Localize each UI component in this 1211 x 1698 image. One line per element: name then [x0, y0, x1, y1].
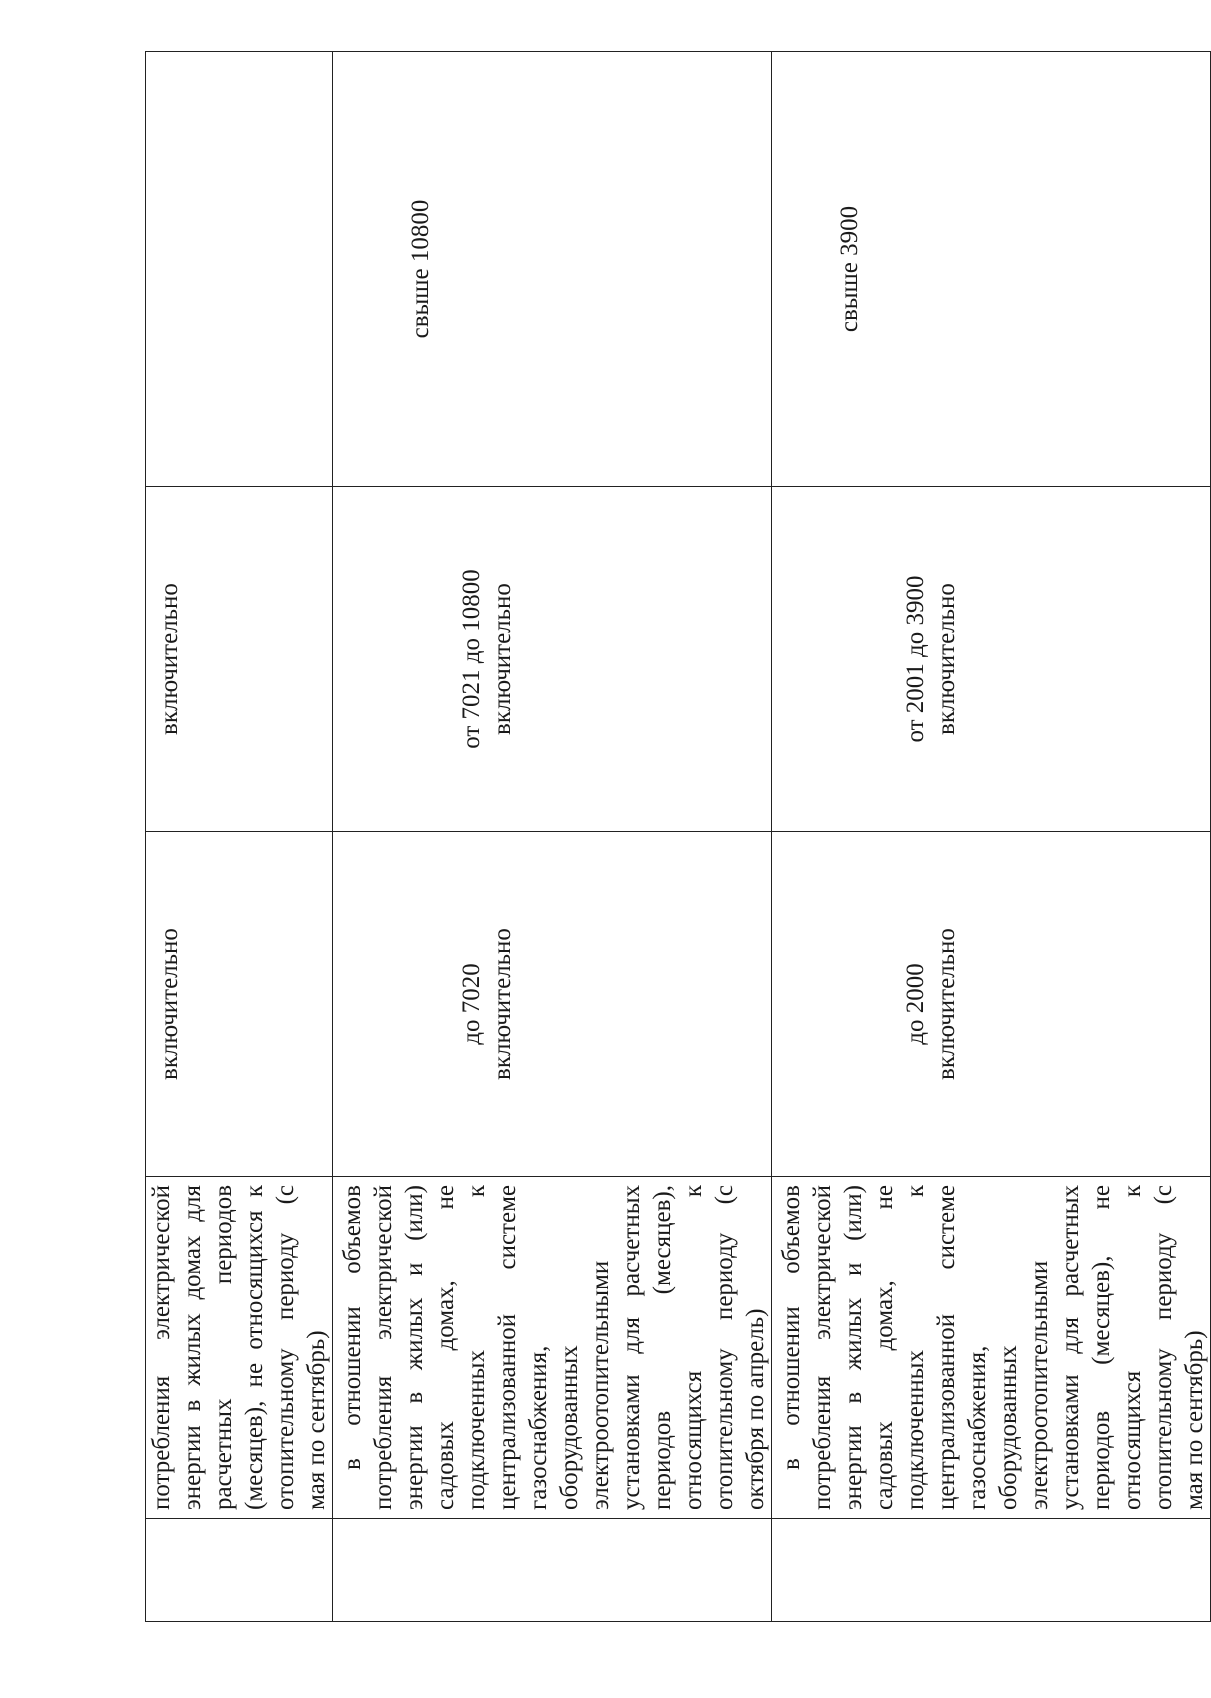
range-3-value [333, 52, 436, 486]
description-text [333, 1177, 771, 1518]
range-1-cell [146, 832, 333, 1177]
range-1-value [333, 832, 518, 1176]
range-1-line-1: до 2000 [902, 963, 929, 1045]
range-1-cell [333, 832, 772, 1177]
range-2-value [333, 487, 518, 831]
range-1-line-2: включительно [933, 928, 960, 1080]
description-cell [146, 1177, 333, 1519]
table-inner [145, 52, 1208, 1622]
range-3-cell [146, 52, 333, 487]
range-2-line-2: включительно [933, 583, 960, 735]
range-1-line-2: включительно [489, 928, 516, 1080]
empty-cell [333, 1519, 772, 1622]
range-2-line-1: от 7021 до 10800 [458, 569, 485, 749]
range-2-value [772, 487, 962, 831]
tariff-table [145, 51, 1211, 1622]
table-row [146, 52, 333, 1622]
range-2-cell [333, 487, 772, 832]
range-2-value [146, 487, 185, 831]
range-1-cell [772, 832, 1211, 1177]
range-3-value [772, 52, 865, 486]
description-content: в отношении объемов потребления электрической энергии в жилых и (или) садовых домах, не подключенных к централизованной системе газоснабжения, оборудованных электроотопительными установками для расчетных периодов (месяцев), не относящихся к отопительному периоду (с мая по сентябрь) [778, 1185, 1208, 1510]
range-1-line-1: включительно [156, 928, 183, 1080]
range-3-line-1: свыше 3900 [836, 205, 863, 333]
range-2-cell [146, 487, 333, 832]
range-2-line-2: включительно [489, 583, 516, 735]
description-content: в отношении объемов потребления электрической энергии в жилых и (или) садовых домах, не подключенных к централизованной системе газоснабжения, оборудованных электроотопительными установками для расчетных периодов (месяцев), относящихся к отопительному периоду (с октября по апрель) [339, 1185, 769, 1510]
description-text: потребления электрической энергии в жилых домах для расчетных периодов (месяцев), не относящихся к отопительному периоду (с мая по сентябрь) [148, 1185, 330, 1510]
range-2-line-1: включительно [156, 583, 183, 735]
table-row [333, 52, 772, 1622]
table-row [772, 52, 1211, 1622]
empty-cell [146, 1519, 333, 1622]
range-2-line-1: от 2001 до 3900 [902, 575, 929, 743]
description-cell [333, 1177, 772, 1519]
range-3-line-1: свыше 10800 [407, 199, 434, 339]
range-3-cell [333, 52, 772, 487]
range-2-cell [772, 487, 1211, 832]
rotated-table-container [145, 52, 1208, 1622]
range-1-line-1: до 7020 [458, 963, 485, 1045]
range-1-value [772, 832, 962, 1176]
empty-cell [772, 1519, 1211, 1622]
description-cell [772, 1177, 1211, 1519]
range-1-value [146, 832, 185, 1176]
range-3-cell [772, 52, 1211, 487]
description-text [772, 1177, 1210, 1518]
